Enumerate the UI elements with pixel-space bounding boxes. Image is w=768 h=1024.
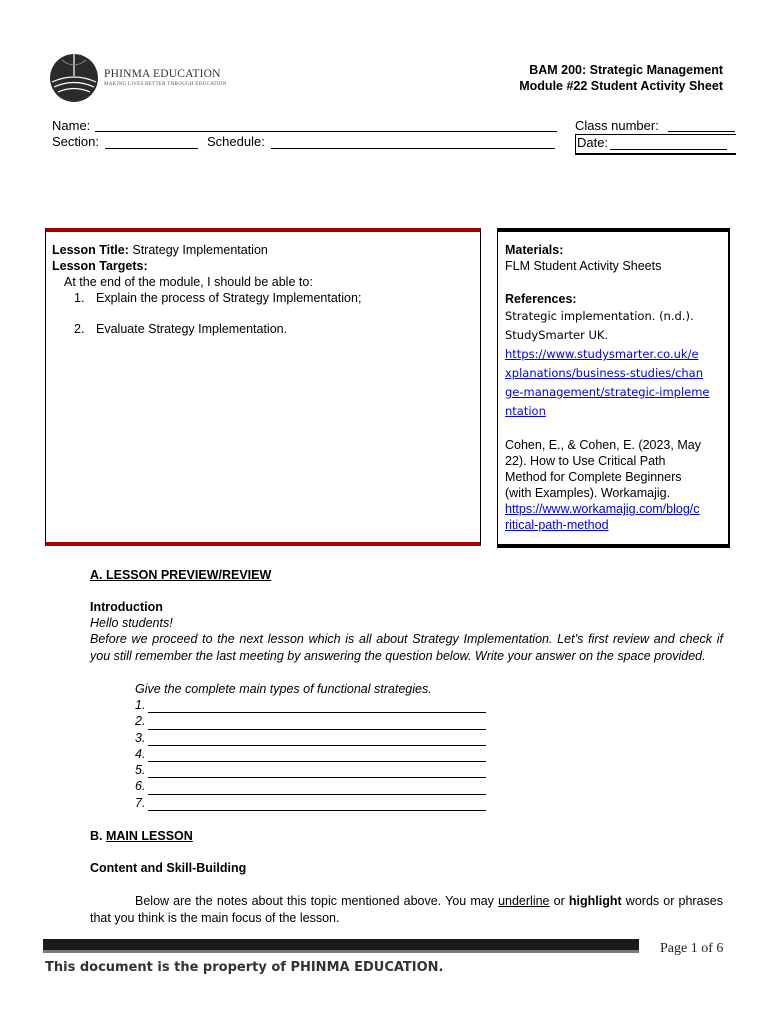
section-a-heading: A. LESSON PREVIEW/REVIEW	[90, 568, 272, 582]
content-subheading: Content and Skill-Building	[90, 861, 247, 875]
main-lesson-paragraph	[90, 893, 723, 926]
reference-text: StudySmarter UK.	[505, 328, 609, 342]
schedule-field[interactable]	[271, 148, 555, 149]
lesson-targets-label: Lesson Targets:	[52, 259, 148, 273]
answer-number: 1.	[135, 698, 146, 712]
answer-number: 3.	[135, 730, 146, 745]
lesson-title-label: Lesson Title:	[52, 243, 129, 257]
class-number-field[interactable]	[668, 131, 735, 132]
section-b-heading	[90, 828, 723, 845]
answer-number: 4.	[135, 746, 146, 761]
materials-label: Materials:	[505, 243, 564, 257]
date-label: Date:	[577, 135, 609, 150]
materials-box	[497, 228, 730, 548]
answer-line[interactable]	[148, 782, 486, 795]
schedule-label: Schedule:	[207, 134, 265, 149]
footer-bar-shadow	[43, 950, 639, 953]
answer-line[interactable]	[148, 765, 486, 778]
targets-intro: At the end of the module, I should be able to:	[64, 275, 313, 289]
footer-bar	[43, 939, 639, 950]
target-text: Explain the process of Strategy Implementation;	[96, 291, 362, 305]
reference-text: 22). How to Use Critical Path	[505, 454, 666, 468]
answer-number: 2.	[135, 714, 146, 729]
reference-link[interactable]: ritical-path-method	[505, 518, 609, 532]
reference-1	[505, 307, 723, 421]
targets-list	[74, 290, 474, 337]
underline-word: underline	[498, 894, 550, 908]
sheet-title: Module #22 Student Activity Sheet	[519, 79, 723, 93]
page-number: Page 1 of 6	[660, 941, 724, 956]
answer-line[interactable]	[148, 798, 486, 811]
section-b-title: MAIN LESSON	[105, 829, 193, 843]
org-name: PHINMA EDUCATION	[104, 68, 221, 80]
name-label: Name:	[52, 118, 91, 133]
reference-link[interactable]: ge-management/strategic-impleme	[505, 385, 710, 399]
reference-2	[505, 437, 723, 533]
org-tagline: MAKING LIVES BETTER THROUGH EDUCATION	[104, 82, 227, 87]
target-number: 1.	[74, 291, 85, 305]
course-header	[519, 62, 723, 94]
answer-line[interactable]	[148, 749, 486, 762]
lesson-title: Strategy Implementation	[132, 243, 268, 257]
reference-link[interactable]: xplanations/business-studies/chan	[505, 366, 704, 380]
paragraph-text: Below are the notes about this topic mentioned above. You may	[135, 894, 499, 908]
lesson-box	[45, 228, 481, 546]
reference-link[interactable]: https://www.studysmarter.co.uk/e	[505, 347, 699, 361]
date-field[interactable]	[610, 149, 727, 150]
footer-property: This document is the property of PHINMA EDUCATION.	[45, 960, 444, 975]
target-text: Evaluate Strategy Implementation.	[96, 322, 288, 336]
materials-text: FLM Student Activity Sheets	[505, 259, 662, 273]
review-question: Give the complete main types of functional strategies.	[135, 682, 432, 696]
answer-number: 6.	[135, 779, 146, 794]
intro-paragraph: Before we proceed to the next lesson which is all about Strategy Implementation. Let’s first review and check if you still remember the last meeting by answering the question below. Write your answer on the space provided.	[90, 632, 723, 663]
section-b-prefix: B.	[90, 829, 106, 843]
references-label: References:	[505, 292, 577, 306]
answer-list	[135, 697, 486, 811]
answer-number: 5.	[135, 763, 146, 778]
reference-text: Method for Complete Beginners	[505, 470, 682, 484]
reference-link[interactable]: https://www.workamajig.com/blog/c	[505, 502, 700, 516]
class-number-label: Class number:	[575, 118, 659, 133]
paragraph-text: or	[549, 894, 569, 908]
reference-link[interactable]: ntation	[505, 404, 546, 418]
course-title: BAM 200: Strategic Management	[529, 63, 723, 77]
highlight-word: highlight	[568, 894, 622, 908]
greeting: Hello students!	[90, 616, 173, 630]
target-number: 2.	[74, 322, 85, 336]
answer-number: 7.	[135, 795, 146, 810]
answer-line[interactable]	[148, 700, 486, 713]
answer-line[interactable]	[148, 733, 486, 746]
name-field[interactable]	[95, 131, 557, 132]
reference-text: Cohen, E., & Cohen, E. (2023, May	[505, 438, 701, 452]
introduction-label: Introduction	[90, 600, 163, 614]
reference-text: Strategic implementation. (n.d.).	[505, 309, 694, 323]
answer-line[interactable]	[148, 717, 486, 730]
section-field[interactable]	[105, 148, 198, 149]
section-label: Section:	[52, 134, 99, 149]
reference-text: (with Examples). Workamajig.	[505, 486, 671, 500]
paragraph-text: words or phrases that you think is the main focus of the lesson.	[90, 894, 724, 925]
